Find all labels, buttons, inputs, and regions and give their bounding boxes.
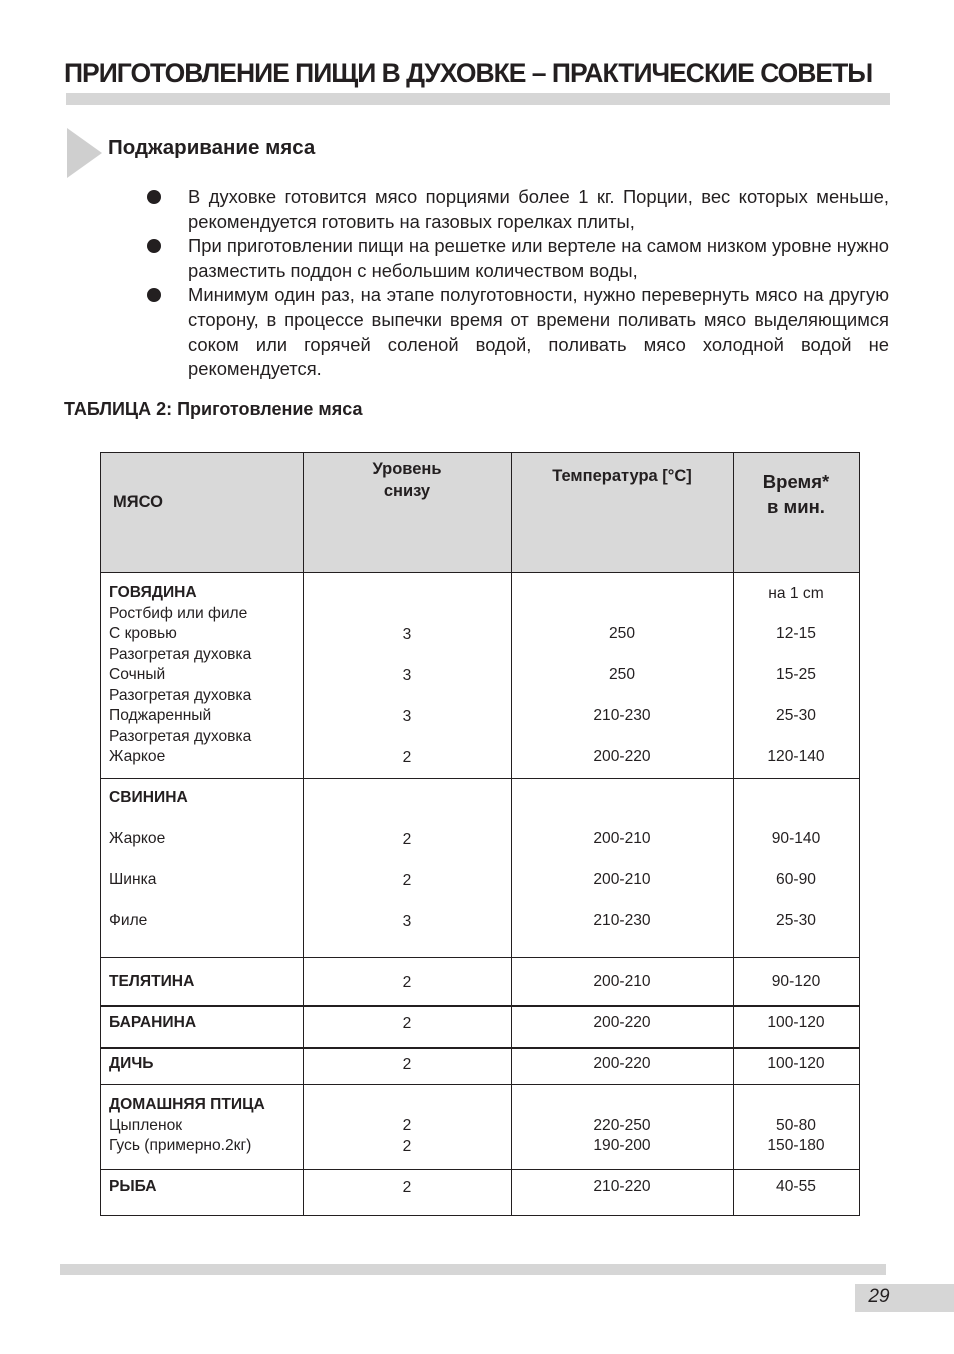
category-label: ДОМАШНЯЯ ПТИЦА <box>109 1096 265 1113</box>
cell-level: 2 <box>402 1138 412 1155</box>
row-divider <box>100 778 860 779</box>
footer-bar <box>60 1264 886 1275</box>
row-name: С кровью <box>109 625 177 642</box>
cell-level: 2 <box>402 1179 412 1196</box>
cell-time-note: на 1 cm <box>768 585 824 602</box>
cell-time: 50-80 <box>776 1117 816 1134</box>
list-item-text: В духовке готовится мясо порциями более 1 кг. Порции, вес которых меньше, рекомендуется готовить на газовых горелках плиты, <box>188 186 889 232</box>
table-border-bottom <box>100 1215 860 1216</box>
category-label: РЫБА <box>109 1178 157 1195</box>
row-divider <box>100 1084 860 1085</box>
cell-temperature: 200-210 <box>593 973 651 990</box>
category-label: БАРАНИНА <box>109 1014 197 1031</box>
cell-time: 25-30 <box>776 707 816 724</box>
cell-time: 90-120 <box>771 973 821 990</box>
cell-temperature: 200-220 <box>593 1055 651 1072</box>
row-name: Цыпленок <box>109 1117 183 1134</box>
meat-cooking-table <box>100 452 860 1216</box>
row-name: Гусь (примерно.2кг) <box>109 1137 252 1154</box>
page-title: ПРИГОТОВЛЕНИЕ ПИЩИ В ДУХОВКЕ – ПРАКТИЧЕСКИЕ СОВЕТЫ <box>64 58 873 88</box>
header-level-line1: Уровень <box>372 460 442 478</box>
table-caption: ТАБЛИЦА 2: Приготовление мяса <box>64 399 363 419</box>
table-border-left <box>100 452 101 1216</box>
cell-temperature: 250 <box>608 625 636 642</box>
row-name: Шинка <box>109 871 157 888</box>
category-label: СВИНИНА <box>109 789 188 806</box>
header-temperature: Температура [°C] <box>552 467 692 485</box>
cell-level: 2 <box>402 749 412 766</box>
row-name: Поджаренный <box>109 707 212 724</box>
header-time <box>733 469 859 519</box>
cell-level: 3 <box>402 626 412 643</box>
cell-temperature: 200-220 <box>593 1014 651 1031</box>
row-name: Филе <box>109 912 148 929</box>
title-underline-bar <box>66 93 890 105</box>
header-level-line2: снизу <box>383 482 431 500</box>
page-number-box <box>855 1284 954 1312</box>
cell-level: 2 <box>402 974 412 991</box>
cell-temperature: 210-230 <box>593 912 651 929</box>
row-divider <box>100 1169 860 1170</box>
table-border-right <box>859 452 860 1216</box>
category-label: ГОВЯДИНА <box>109 584 197 601</box>
cell-level: 3 <box>402 667 412 684</box>
cell-time: 25-30 <box>776 912 816 929</box>
row-name: Сочный <box>109 666 166 683</box>
cell-time: 150-180 <box>767 1137 825 1154</box>
header-meat: МЯСО <box>113 493 163 511</box>
row-divider <box>100 957 860 958</box>
cell-temperature: 210-230 <box>593 707 651 724</box>
list-item <box>143 283 889 381</box>
cell-level: 2 <box>402 1056 412 1073</box>
cell-temperature: 190-200 <box>593 1137 651 1154</box>
cell-temperature: 200-210 <box>593 871 651 888</box>
cell-time: 100-120 <box>767 1014 825 1031</box>
cell-time: 90-140 <box>771 830 821 847</box>
category-label: ТЕЛЯТИНА <box>109 973 195 990</box>
row-name: Жаркое <box>109 830 166 847</box>
cell-level: 2 <box>402 831 412 848</box>
tips-list <box>143 185 889 382</box>
header-time-line1: Время* <box>762 471 830 492</box>
cell-temperature: 250 <box>608 666 636 683</box>
table-border-top <box>100 452 860 453</box>
category-label: ДИЧЬ <box>109 1055 154 1072</box>
header-level <box>303 458 511 502</box>
row-name: Разогретая духовка <box>109 646 252 663</box>
cell-temperature: 200-220 <box>593 748 651 765</box>
cell-time: 15-25 <box>776 666 816 683</box>
cell-level: 2 <box>402 872 412 889</box>
list-item <box>143 234 889 283</box>
cell-time: 100-120 <box>767 1055 825 1072</box>
row-name: Ростбиф или филе <box>109 605 248 622</box>
list-item <box>143 185 889 234</box>
row-name: Разогретая духовка <box>109 728 252 745</box>
cell-temperature: 220-250 <box>593 1117 651 1134</box>
cell-time: 12-15 <box>776 625 816 642</box>
cell-time: 40-55 <box>776 1178 816 1195</box>
cell-time: 60-90 <box>776 871 816 888</box>
section-arrow-icon <box>67 128 102 178</box>
row-name: Жаркое <box>109 748 166 765</box>
bullet-icon <box>147 239 161 253</box>
bullet-icon <box>147 288 161 302</box>
cell-level: 2 <box>402 1015 412 1032</box>
cell-level: 3 <box>402 708 412 725</box>
list-item-text: Минимум один раз, на этапе полуготовности, нужно перевернуть мясо на другую сторону, в процессе выпечки время от времени поливать мясо выделяющимся соком или горячей соленой водой, поливать мясо холодной водой не рекомендуется. <box>188 284 889 380</box>
row-divider <box>100 1005 860 1007</box>
cell-level: 3 <box>402 913 412 930</box>
row-divider <box>100 1047 860 1049</box>
row-name: Разогретая духовка <box>109 687 252 704</box>
cell-temperature: 200-210 <box>593 830 651 847</box>
cell-level: 2 <box>402 1117 412 1134</box>
cell-temperature: 210-220 <box>593 1178 651 1195</box>
list-item-text: При приготовлении пищи на решетке или вертеле на самом низком уровне нужно разместить поддон с небольшим количеством воды, <box>188 235 889 281</box>
header-divider <box>100 572 860 573</box>
section-title: Поджаривание мяса <box>108 136 316 159</box>
page-number: 29 <box>868 1286 890 1307</box>
header-time-line2: в мин. <box>767 496 825 517</box>
bullet-icon <box>147 190 161 204</box>
cell-time: 120-140 <box>767 748 825 765</box>
